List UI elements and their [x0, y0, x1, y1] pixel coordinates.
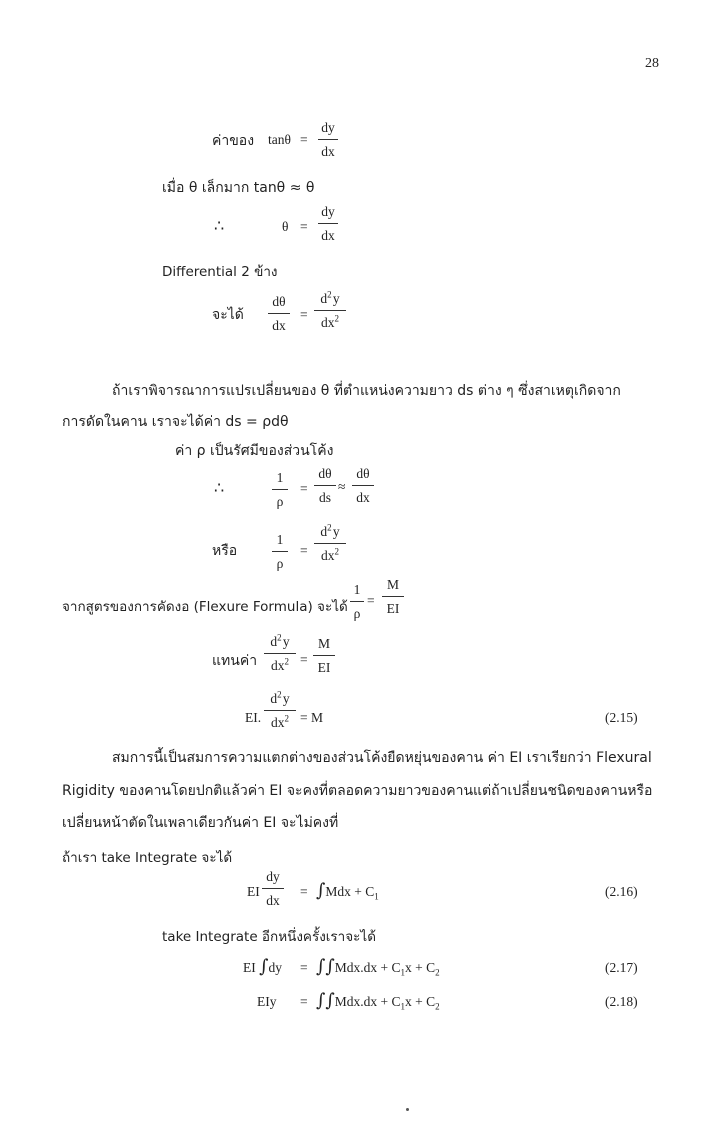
eq6-numerator-left: 1 [276, 532, 284, 547]
integral-sign: ∫ [316, 880, 326, 901]
eq4-fraction-left [268, 295, 290, 332]
eq10-numerator: dy [266, 869, 280, 884]
eq11-rhs: $\int\int Mdx.dx + C_1x + C_2$ [316, 956, 440, 978]
eq5-fraction-1 [272, 471, 288, 508]
eq5-therefore: ∴ [214, 480, 225, 497]
eq7-denominator-left: ρ [353, 605, 361, 621]
eq12-equals: = [300, 994, 308, 1009]
integral-sign: ∫ [259, 956, 269, 977]
eq6-fraction-right [314, 522, 346, 563]
fraction-bar [272, 551, 288, 552]
eq4-denominator-right: $dx^2$ [321, 313, 339, 330]
eq1-lhs: tanθ [268, 132, 291, 147]
eq3-numerator: dy [321, 204, 335, 219]
eq1-fraction [318, 121, 338, 158]
eq4-numerator-right: $d^2$ y [320, 289, 340, 306]
fraction-bar [314, 543, 346, 544]
eq8-fraction-right [313, 637, 335, 674]
para1-line2: การดัดในคาน เราจะได้ค่า ds = ρdθ [62, 414, 289, 430]
eq12-lhs: EIy [257, 994, 277, 1009]
eq4-label: จะได้ [212, 307, 244, 323]
eq5-fraction-2 [314, 467, 336, 504]
double-integral-sign: ∫∫ [316, 990, 335, 1011]
fraction-bar [268, 313, 290, 314]
fraction-bar [350, 601, 364, 602]
fraction-bar [264, 710, 296, 711]
fraction-bar [262, 888, 284, 889]
eq9-denominator: $dx^2$ [271, 713, 289, 730]
eq6-denominator-right: $dx^2$ [321, 546, 339, 563]
eq9-fraction [264, 689, 296, 730]
eq3-denominator: dx [321, 227, 335, 243]
eq1-numerator: dy [321, 120, 335, 135]
eq9-numerator: $d^2$ y [270, 689, 290, 706]
fraction-bar [318, 223, 338, 224]
eq2-text: เมื่อ θ เล็กมาก tanθ ≈ θ [162, 180, 315, 196]
eq1-denominator: dx [321, 143, 335, 159]
eq12-rhs: $\int\int Mdx.dx + C_1x + C_2$ [316, 990, 440, 1012]
eq10-lhs: EI [247, 884, 260, 899]
eq9-number: (2.15) [605, 710, 638, 725]
eq7-denominator-right: EI [386, 600, 400, 616]
take-integrate-line1: ถ้าเรา take Integrate จะได้ [62, 850, 233, 866]
eq4-fraction-right [314, 289, 346, 330]
eq5-numerator-3: dθ [356, 466, 370, 481]
rho-line: ค่า ρ เป็นรัศมีของส่วนโค้ง [175, 443, 334, 459]
eq5-numerator-1: 1 [276, 470, 284, 485]
eq1-label: ค่าของ [212, 133, 255, 149]
eq7-text: จากสูตรของการคัดงอ (Flexure Formula) จะได้ [62, 599, 348, 615]
eq1-equals: = [300, 132, 308, 147]
eq6-equals: = [300, 543, 308, 558]
eq8-numerator-left: $d^2$ y [270, 632, 290, 649]
eq5-approx: ≈ [338, 479, 346, 494]
take-integrate-line2: take Integrate อีกหนึ่งครั้งเราจะได้ [162, 929, 376, 945]
fraction-bar [352, 485, 374, 486]
eq8-equals: = [300, 652, 308, 667]
eq5-denominator-2: ds [318, 489, 331, 505]
eq6-label: หรือ [212, 543, 238, 559]
eq5-denominator-3: dx [356, 489, 370, 505]
fraction-bar [314, 310, 346, 311]
eq5-numerator-2: dθ [318, 466, 332, 481]
eq8-denominator-right: EI [317, 659, 331, 675]
eq7-numerator-left: 1 [353, 582, 361, 597]
para2-line2: Rigidity ของคานโดยปกติแล้วค่า EI จะคงที่ตลอดความยาวของคานแต่ถ้าเปลี่ยนชนิดของคานหรือ [62, 783, 653, 799]
eq3-lhs: θ [282, 219, 289, 234]
eq6-denominator-left: ρ [276, 555, 284, 571]
eq8-fraction-left [264, 632, 296, 673]
fraction-bar [313, 655, 335, 656]
eq8-label: แทนค่า [212, 653, 258, 669]
eq3-equals: = [300, 219, 308, 234]
eq6-numerator-right: $d^2$ y [320, 522, 340, 539]
eq7-fraction-left [350, 583, 364, 620]
para2-line1: สมการนี้เป็นสมการความแตกต่างของส่วนโค้งยืดหยุ่นของคาน ค่า EI เราเรียกว่า Flexural [112, 750, 652, 766]
eq4-numerator-left: dθ [272, 294, 286, 309]
eq9-rhs: = M [300, 710, 323, 725]
eq11-number: (2.17) [605, 960, 638, 975]
page-number: 28 [645, 56, 659, 71]
fraction-bar [382, 596, 404, 597]
eq4-denominator-left: dx [272, 317, 286, 333]
eq7-equals: = [367, 593, 375, 608]
differential-line: Differential 2 ข้าง [162, 264, 278, 280]
eq10-equals: = [300, 884, 308, 899]
eq5-equals: = [300, 481, 308, 496]
eq7-numerator-right: M [386, 577, 399, 592]
fraction-bar [314, 485, 336, 486]
eq10-fraction [262, 870, 284, 907]
scan-dot [406, 1108, 409, 1111]
fraction-bar [272, 489, 288, 490]
eq10-rhs: $\int Mdx + C_1$ [316, 880, 379, 902]
eq8-denominator-left: $dx^2$ [271, 656, 289, 673]
eq10-number: (2.16) [605, 884, 638, 899]
eq8-numerator-right: M [317, 636, 330, 651]
eq11-lhs: EI ∫dy [243, 956, 283, 977]
eq5-denominator-1: ρ [276, 493, 284, 509]
eq11-equals: = [300, 960, 308, 975]
eq3-fraction [318, 205, 338, 242]
para2-line3: เปลี่ยนหน้าตัดในเพลาเดียวกันค่า EI จะไม่คงที่ [62, 815, 339, 831]
eq7-fraction-right [382, 578, 404, 615]
eq12-number: (2.18) [605, 994, 638, 1009]
fraction-bar [318, 139, 338, 140]
eq5-fraction-3 [352, 467, 374, 504]
fraction-bar [264, 653, 296, 654]
eq4-equals: = [300, 307, 308, 322]
eq6-fraction-left [272, 533, 288, 570]
para1-line1: ถ้าเราพิจารณาการแปรเปลี่ยนของ θ ที่ตำแหน่งความยาว ds ต่าง ๆ ซึ่งสาเหตุเกิดจาก [112, 383, 621, 399]
eq3-therefore: ∴ [214, 218, 225, 235]
eq9-lhs: EI. [245, 710, 262, 725]
eq10-denominator: dx [266, 892, 280, 908]
double-integral-sign: ∫∫ [316, 956, 335, 977]
